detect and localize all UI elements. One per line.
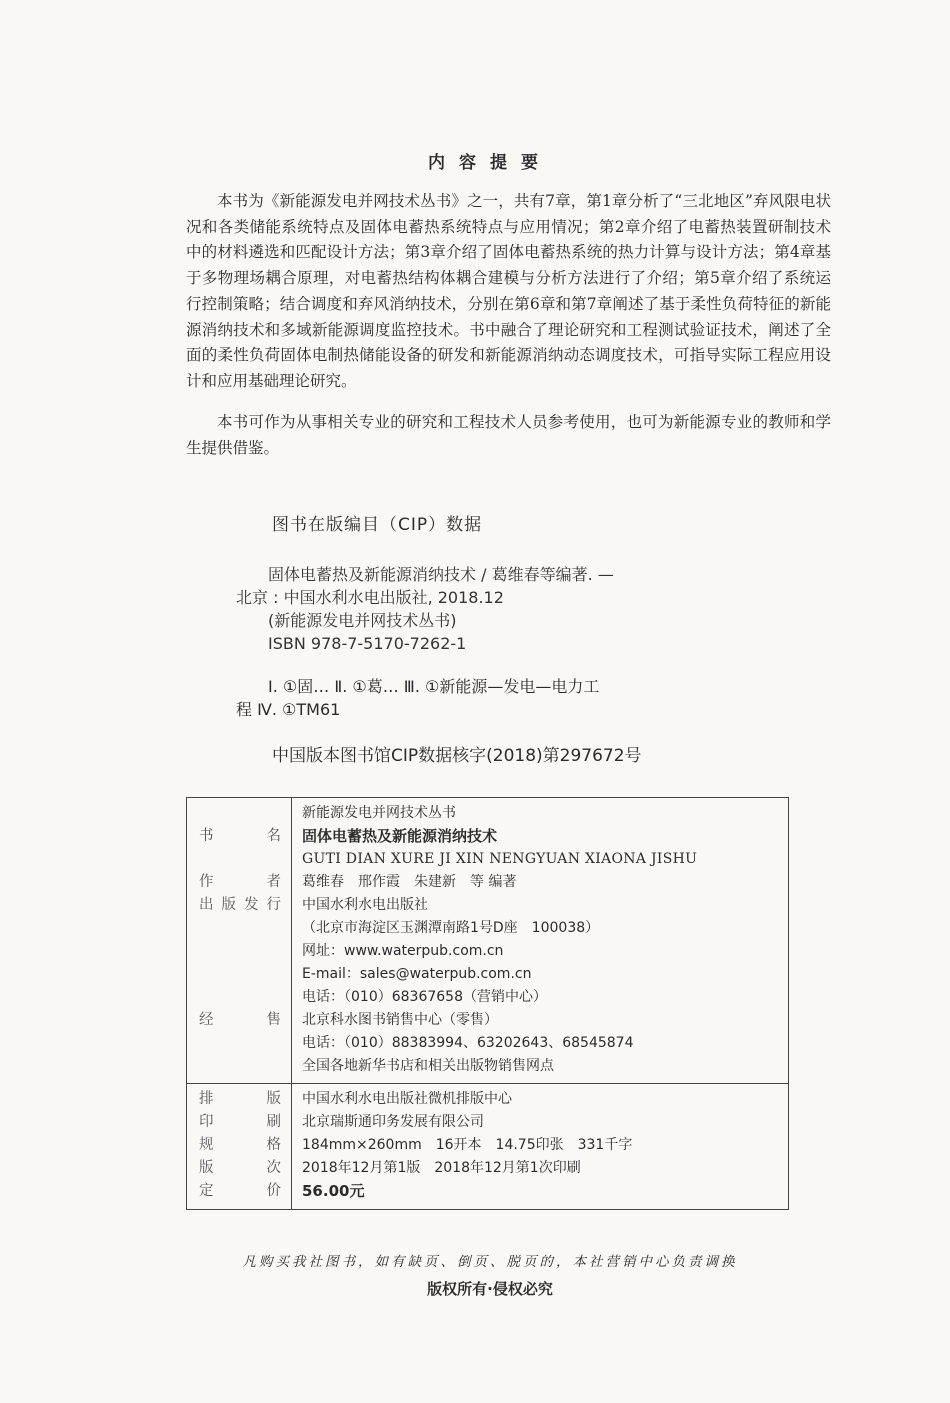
cip-line: (新能源发电并网技术丛书) — [236, 611, 457, 630]
label-char: 印 — [199, 1114, 214, 1130]
cip-heading: 图书在版编目（CIP）数据 — [272, 515, 483, 535]
colophon-label-text — [199, 1134, 281, 1157]
copyright-notice: 版权所有·侵权必究 — [427, 1280, 553, 1298]
label-char: 行 — [266, 897, 281, 913]
cip-class-line: Ⅰ. ①固… Ⅱ. ①葛… Ⅲ. ①新能源—发电—电力工 — [236, 677, 600, 696]
label-char: 格 — [266, 1137, 281, 1153]
colophon-label-text — [199, 894, 281, 917]
colophon-label-text — [199, 1157, 281, 1180]
colophon-section-publishing — [187, 798, 788, 1083]
colophon-value: 2018年12月第1版 2018年12月第1次印刷 — [302, 1160, 581, 1176]
colophon-label — [187, 871, 291, 894]
label-char: 版 — [221, 897, 236, 913]
colophon-label — [187, 1111, 291, 1134]
colophon-label-text — [199, 825, 281, 848]
cip-classification — [236, 675, 776, 721]
colophon-label — [187, 825, 291, 848]
colophon-label — [187, 917, 291, 940]
value-column — [292, 798, 788, 1083]
colophon-value: 电话：（010）68367658（营销中心） — [302, 989, 547, 1005]
label-char: 次 — [266, 1160, 281, 1176]
colophon-label — [187, 1157, 291, 1180]
colophon-label — [187, 963, 291, 986]
cip-line: ISBN 978-7-5170-7262-1 — [236, 634, 467, 653]
label-char: 定 — [199, 1183, 214, 1199]
colophon-label — [187, 1032, 291, 1055]
label-char: 出 — [199, 897, 214, 913]
colophon-table — [186, 797, 789, 1210]
label-char: 者 — [266, 874, 281, 890]
colophon-value: 新能源发电并网技术丛书 — [302, 805, 456, 821]
label-char: 版 — [199, 1160, 214, 1176]
label-char: 刷 — [266, 1114, 281, 1130]
colophon-value: 中国水利水电出版社 — [302, 897, 428, 913]
colophon-value: 全国各地新华书店和相关出版物销售网点 — [302, 1058, 554, 1074]
colophon-label — [187, 848, 291, 871]
label-char: 售 — [266, 1012, 281, 1028]
colophon-value: 56.00元 — [302, 1182, 365, 1200]
summary-paragraph-1: 本书为《新能源发电并网技术丛书》之一，共有7章，第1章分析了“三北地区”弃风限电状况和各类储能系统特点及固体电蓄热系统特点与应用情况；第2章介绍了电蓄热装置研制技术中的材料遴选和匹配设计方法；第3章介绍了固体电蓄热系统的热力计算与设计方法；第4章基于多物理场耦合原理，对电蓄热结构体耦合建模与分析方法进行了介绍；第5章介绍了系统运行控制策略；结合调度和弃风消纳技术，分别在第6章和第7章阐述了基于柔性负荷特征的新能源消纳技术和多域新能源调度监控技术。书中融合了理论研究和工程测试验证技术，阐述了全面的柔性负荷固体电制热储能设备的研发和新能源消纳动态调度技术，可指导实际工程应用设计和应用基础理论研究。 — [186, 192, 831, 390]
colophon-value: GUTI DIAN XURE JI XIN NENGYUAN XIAONA JISHU — [302, 851, 698, 867]
colophon-value: 中国水利水电出版社微机排版中心 — [302, 1091, 512, 1107]
colophon-label — [187, 802, 291, 825]
label-char: 书 — [199, 828, 214, 844]
value-column — [292, 1084, 788, 1209]
label-char: 版 — [266, 1091, 281, 1107]
colophon-value: （北京市海淀区玉渊潭南路1号D座 100038） — [302, 920, 600, 936]
colophon-label — [187, 940, 291, 963]
colophon-value: 固体电蓄热及新能源消纳技术 — [302, 827, 498, 845]
colophon-section-printing — [187, 1083, 788, 1209]
colophon-label — [187, 894, 291, 917]
label-char: 规 — [199, 1137, 214, 1153]
colophon-label — [187, 1180, 291, 1203]
colophon-label-text — [199, 1088, 281, 1111]
colophon-value: 网址：www.waterpub.com.cn — [302, 943, 504, 959]
cip-line: 北京 : 中国水利水电出版社, 2018.12 — [236, 588, 504, 607]
colophon-label — [187, 1088, 291, 1111]
label-char: 名 — [266, 828, 281, 844]
colophon-value: E-mail：sales@waterpub.com.cn — [302, 966, 532, 982]
summary-paragraph-2: 本书可作为从事相关专业的研究和工程技术人员参考使用，也可为新能源专业的教师和学生提供借鉴。 — [186, 413, 831, 457]
colophon-label — [187, 986, 291, 1009]
label-char: 作 — [199, 874, 214, 890]
colophon-label-text — [199, 1009, 281, 1032]
colophon-value: 184mm×260mm 16开本 14.75印张 331千字 — [302, 1137, 633, 1153]
colophon-label-text — [199, 871, 281, 894]
label-char: 价 — [266, 1183, 281, 1199]
label-char: 排 — [199, 1091, 214, 1107]
cip-line: 固体电蓄热及新能源消纳技术 / 葛维春等编著. — — [236, 565, 614, 584]
label-char: 发 — [244, 897, 259, 913]
colophon-label — [187, 1134, 291, 1157]
colophon-value: 电话：（010）88383994、63202643、68545874 — [302, 1035, 634, 1051]
label-column — [187, 798, 292, 1083]
cip-class-line: 程 Ⅳ. ①TM61 — [236, 700, 341, 719]
colophon-label-text — [199, 1111, 281, 1134]
return-policy-note: 凡购买我社图书，如有缺页、倒页、脱页的，本社营销中心负责调换 — [242, 1254, 738, 1270]
colophon-label — [187, 1055, 291, 1078]
colophon-label — [187, 1009, 291, 1032]
colophon-value: 北京瑞斯通印务发展有限公司 — [302, 1114, 484, 1130]
colophon-value: 葛维春 邢作霞 朱建新 等 编著 — [302, 874, 517, 890]
cip-entry — [236, 563, 776, 655]
colophon-value: 北京科水图书销售中心（零售） — [302, 1012, 498, 1028]
label-char: 经 — [199, 1012, 214, 1028]
summary-title: 内容提要 — [428, 153, 552, 173]
colophon-label-text — [199, 1180, 281, 1203]
label-column — [187, 1084, 292, 1209]
cip-record-number: 中国版本图书馆CIP数据核字(2018)第297672号 — [272, 746, 642, 766]
